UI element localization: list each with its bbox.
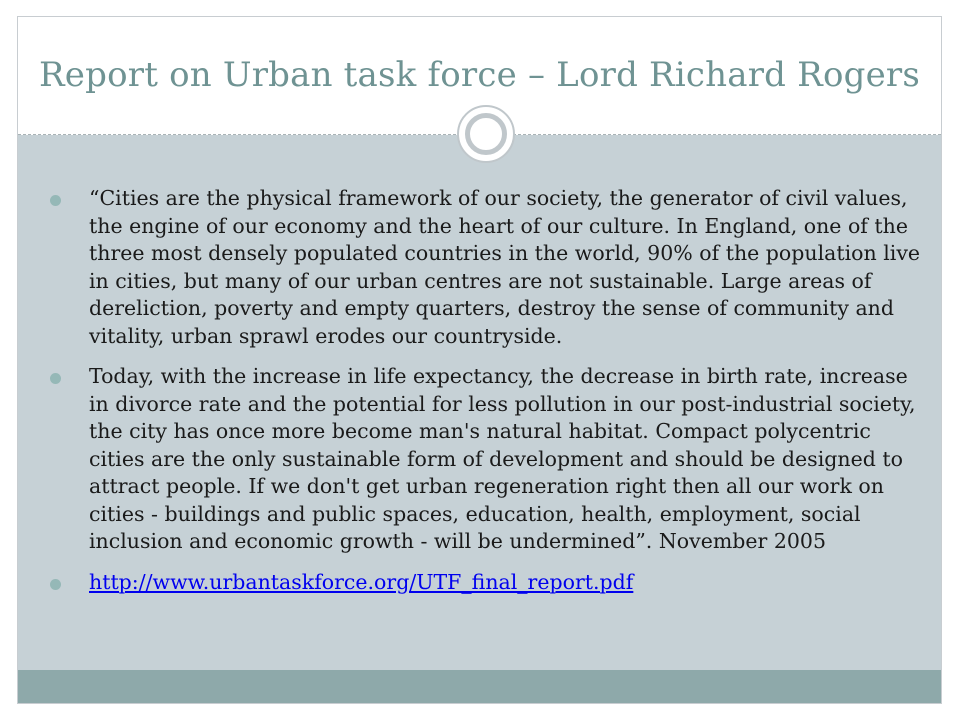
- bullet-text: Today, with the increase in life expectancy, the decrease in birth rate, increase in divorce rate and the potential for less pollution in our post-industrial society, the city has once more become man's natural habitat. Compact polycentric cities are the only sustainable form of development and should be designed to attract people. If we don't get urban regeneration right then all our work on cities - buildings and public spaces, education, health, employment, social inclusion and economic growth - will be undermined”. November 2005: [89, 364, 916, 553]
- bullet-text: “Cities are the physical framework of our society, the generator of civil values, the engine of our economy and the heart of our culture. In England, one of the three most densely populated countries in the world, 90% of the population live in cities, but many of our urban centres are not sustainable. Large areas of dereliction, poverty and empty quarters, destroy the sense of community and vitality, urban sprawl erodes our countryside.: [89, 186, 921, 348]
- bottom-band: [18, 670, 941, 704]
- slide-title: Report on Urban task force – Lord Richard Rogers: [38, 55, 921, 95]
- bullet-dot-icon: [50, 195, 61, 206]
- bullet-list: [50, 185, 930, 609]
- circle-ornament-inner: [465, 113, 507, 155]
- bullet-dot-icon: [50, 373, 61, 384]
- report-link[interactable]: http://www.urbantaskforce.org/UTF_final_report.pdf: [89, 569, 634, 594]
- bullet-item-today: [50, 363, 930, 556]
- bullet-item-quote: [50, 185, 930, 350]
- bullet-item-link: [50, 569, 930, 597]
- circle-ornament-icon: [457, 105, 515, 163]
- bullet-dot-icon: [50, 579, 61, 590]
- slide-frame: [17, 16, 942, 704]
